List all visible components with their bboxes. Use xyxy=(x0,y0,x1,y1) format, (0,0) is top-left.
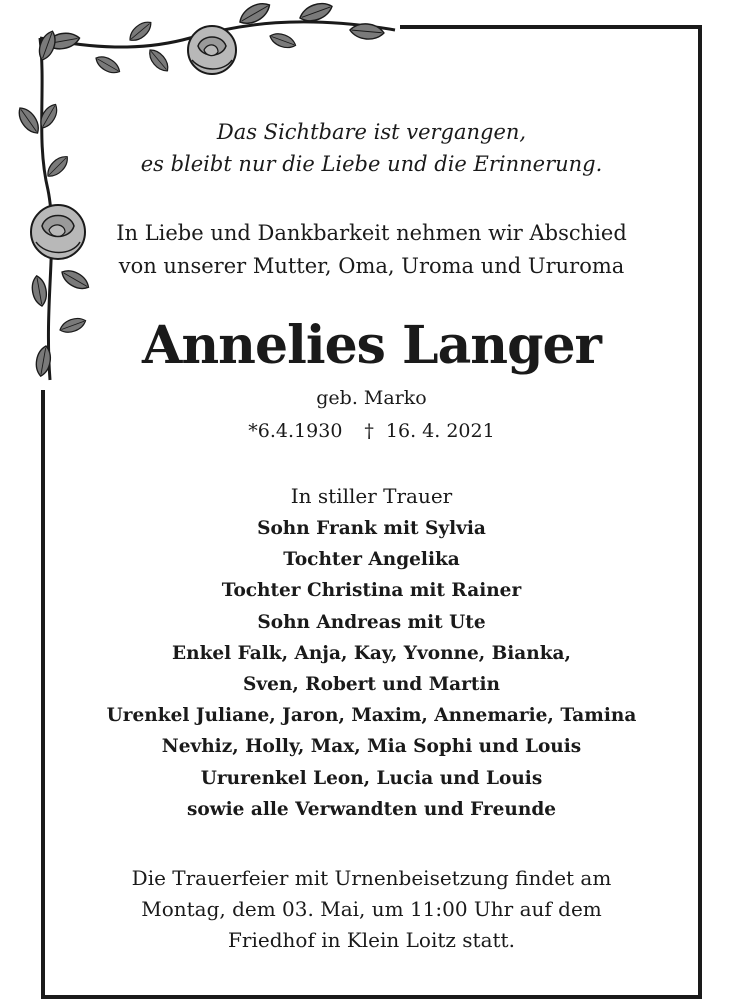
mourner-line: Sohn Andreas mit Ute xyxy=(257,611,486,633)
memorial-quote xyxy=(45,116,698,180)
quote-line: Das Sichtbare ist vergangen, xyxy=(216,120,527,144)
mourner-line: Enkel Falk, Anja, Kay, Yvonne, Bianka, xyxy=(172,642,571,664)
deceased-name: Annelies Langer xyxy=(142,315,601,376)
death-cross-icon: † xyxy=(364,420,374,442)
mourner-line: Sohn Frank mit Sylvia xyxy=(257,518,486,539)
maiden-name: geb. Marko xyxy=(316,387,427,409)
mourners-heading: In stiller Trauer xyxy=(290,484,453,508)
farewell-intro xyxy=(45,217,698,283)
mourner-line: Urenkel Juliane, Jaron, Maxim, Annemarie, Tamina xyxy=(106,705,637,727)
life-dates xyxy=(45,416,698,446)
mourner-line: Ururenkel Leon, Lucia und Louis xyxy=(200,767,543,789)
funeral-line: Montag, dem 03. Mai, um 11:00 Uhr auf dem xyxy=(141,897,602,921)
funeral-line: Die Trauerfeier mit Urnenbeisetzung findet am xyxy=(131,866,612,890)
funeral-line: Friedhof in Klein Loitz statt. xyxy=(228,928,515,952)
mourner-line: Tochter Angelika xyxy=(283,549,460,571)
mourner-line: Tochter Christina mit Rainer xyxy=(221,580,522,602)
death-date: 16. 4. 2021 xyxy=(385,420,495,442)
mourner-line: sowie alle Verwandten und Freunde xyxy=(186,798,557,820)
birth-date: *6.4.1930 xyxy=(248,420,343,442)
obituary-content xyxy=(45,29,698,995)
quote-line: es bleibt nur die Liebe und die Erinnerung. xyxy=(140,152,603,176)
intro-line: In Liebe und Dankbarkeit nehmen wir Abschied xyxy=(116,221,627,245)
mourner-line: Nevhiz, Holly, Max, Mia Sophi und Louis xyxy=(161,736,582,758)
mourners-list xyxy=(45,513,698,825)
mourner-line: Sven, Robert und Martin xyxy=(243,674,500,696)
funeral-notice xyxy=(45,863,698,956)
intro-line: von unserer Mutter, Oma, Uroma und Ururoma xyxy=(118,254,625,278)
